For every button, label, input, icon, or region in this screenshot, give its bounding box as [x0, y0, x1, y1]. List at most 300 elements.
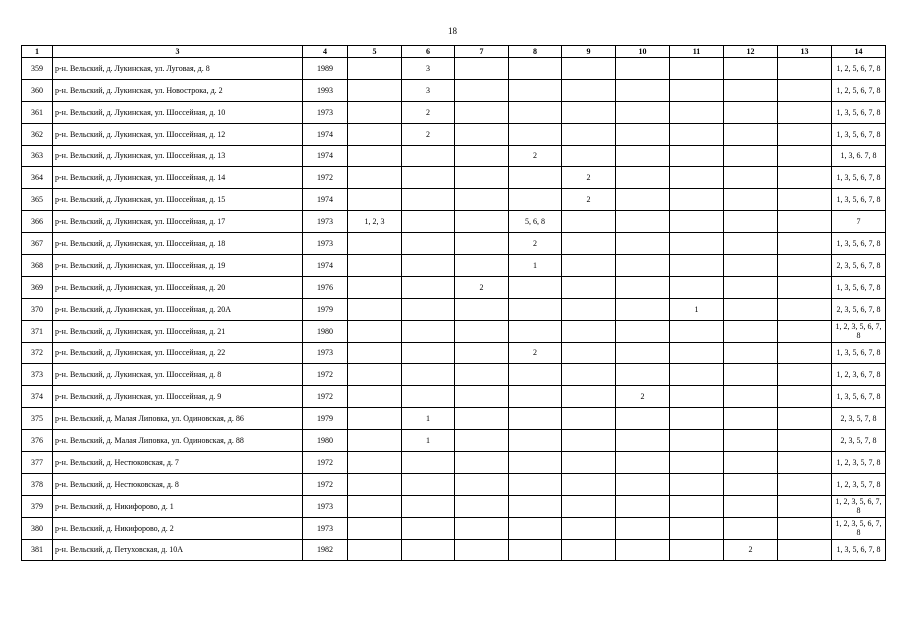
col-14-cell: 2, 3, 5, 6, 7, 8	[832, 298, 886, 320]
col-6-cell	[402, 452, 455, 474]
col-8-cell: 5, 6, 8	[509, 211, 562, 233]
row-number-cell: 374	[22, 386, 53, 408]
column-header: 5	[348, 46, 402, 58]
col-10-cell	[616, 145, 670, 167]
page-number: 18	[448, 26, 457, 36]
col-10-cell	[616, 79, 670, 101]
address-cell: р-н. Вельский, д. Лукинская, ул. Шоссейная, д. 20	[53, 276, 303, 298]
address-cell: р-н. Вельский, д. Лукинская, ул. Шоссейная, д. 13	[53, 145, 303, 167]
col-14-cell: 2, 3, 5, 7, 8	[832, 430, 886, 452]
col-12-cell	[724, 298, 778, 320]
col-7-cell	[455, 167, 509, 189]
row-number-cell: 370	[22, 298, 53, 320]
col-10-cell	[616, 539, 670, 561]
address-cell: р-н. Вельский, д. Лукинская, ул. Шоссейная, д. 22	[53, 342, 303, 364]
col-7-cell	[455, 101, 509, 123]
col-9-cell	[562, 58, 616, 80]
col-12-cell	[724, 189, 778, 211]
year-cell: 1972	[303, 386, 348, 408]
table-row	[22, 211, 886, 233]
row-number-cell: 360	[22, 79, 53, 101]
table-row	[22, 167, 886, 189]
address-cell: р-н. Вельский, д. Лукинская, ул. Шоссейная, д. 21	[53, 320, 303, 342]
col-8-cell	[509, 123, 562, 145]
address-cell: р-н. Вельский, д. Никифорово, д. 1	[53, 495, 303, 517]
row-number-cell: 359	[22, 58, 53, 80]
col-12-cell	[724, 276, 778, 298]
col-13-cell	[778, 539, 832, 561]
col-6-cell	[402, 539, 455, 561]
col-14-cell: 7	[832, 211, 886, 233]
col-11-cell	[670, 386, 724, 408]
col-8-cell	[509, 473, 562, 495]
col-7-cell	[455, 495, 509, 517]
year-cell: 1972	[303, 364, 348, 386]
col-13-cell	[778, 320, 832, 342]
column-header: 11	[670, 46, 724, 58]
col-14-cell: 1, 2, 5, 6, 7, 8	[832, 79, 886, 101]
year-cell: 1989	[303, 58, 348, 80]
col-8-cell	[509, 408, 562, 430]
col-12-cell	[724, 58, 778, 80]
col-6-cell: 2	[402, 101, 455, 123]
col-7-cell	[455, 517, 509, 539]
row-number-cell: 369	[22, 276, 53, 298]
address-cell: р-н. Вельский, д. Лукинская, ул. Шоссейная, д. 20А	[53, 298, 303, 320]
col-7-cell	[455, 255, 509, 277]
col-6-cell	[402, 145, 455, 167]
col-11-cell	[670, 276, 724, 298]
col-5-cell	[348, 79, 402, 101]
col-7-cell	[455, 364, 509, 386]
column-header: 7	[455, 46, 509, 58]
col-12-cell	[724, 211, 778, 233]
table-row	[22, 123, 886, 145]
col-14-cell: 1, 3, 5, 6, 7, 8	[832, 233, 886, 255]
col-11-cell	[670, 364, 724, 386]
col-7-cell	[455, 386, 509, 408]
address-cell: р-н. Вельский, д. Лукинская, ул. Шоссейная, д. 10	[53, 101, 303, 123]
col-12-cell	[724, 386, 778, 408]
col-12-cell	[724, 233, 778, 255]
address-cell: р-н. Вельский, д. Малая Липовка, ул. Одиновская, д. 86	[53, 408, 303, 430]
housing-register-table	[21, 45, 886, 561]
col-6-cell	[402, 473, 455, 495]
col-5-cell	[348, 517, 402, 539]
col-12-cell	[724, 79, 778, 101]
col-6-cell	[402, 517, 455, 539]
col-10-cell	[616, 320, 670, 342]
address-cell: р-н. Вельский, д. Малая Липовка, ул. Одиновская, д. 88	[53, 430, 303, 452]
year-cell: 1980	[303, 430, 348, 452]
col-9-cell	[562, 123, 616, 145]
col-14-cell: 2, 3, 5, 6, 7, 8	[832, 255, 886, 277]
col-9-cell	[562, 342, 616, 364]
col-5-cell	[348, 452, 402, 474]
col-14-cell: 1, 3, 5, 6, 7, 8	[832, 101, 886, 123]
year-cell: 1982	[303, 539, 348, 561]
col-7-cell: 2	[455, 276, 509, 298]
col-14-cell: 1, 2, 3, 5, 6, 7, 8	[832, 517, 886, 539]
col-10-cell	[616, 473, 670, 495]
col-9-cell	[562, 145, 616, 167]
col-5-cell	[348, 342, 402, 364]
col-10-cell	[616, 233, 670, 255]
col-10-cell	[616, 167, 670, 189]
col-10-cell	[616, 189, 670, 211]
row-number-cell: 378	[22, 473, 53, 495]
col-6-cell	[402, 233, 455, 255]
col-9-cell	[562, 233, 616, 255]
table-row	[22, 495, 886, 517]
col-13-cell	[778, 79, 832, 101]
col-6-cell: 3	[402, 79, 455, 101]
year-cell: 1973	[303, 342, 348, 364]
col-7-cell	[455, 298, 509, 320]
col-14-cell: 1, 3, 5, 6, 7, 8	[832, 386, 886, 408]
col-13-cell	[778, 101, 832, 123]
col-14-cell: 1, 2, 3, 5, 7, 8	[832, 452, 886, 474]
address-cell: р-н. Вельский, д. Лукинская, ул. Шоссейная, д. 19	[53, 255, 303, 277]
column-header: 13	[778, 46, 832, 58]
row-number-cell: 363	[22, 145, 53, 167]
col-9-cell	[562, 408, 616, 430]
col-7-cell	[455, 145, 509, 167]
col-7-cell	[455, 452, 509, 474]
col-8-cell	[509, 167, 562, 189]
col-13-cell	[778, 255, 832, 277]
col-11-cell	[670, 233, 724, 255]
col-6-cell	[402, 255, 455, 277]
row-number-cell: 362	[22, 123, 53, 145]
col-8-cell	[509, 539, 562, 561]
col-9-cell	[562, 430, 616, 452]
col-5-cell	[348, 473, 402, 495]
row-number-cell: 375	[22, 408, 53, 430]
col-6-cell	[402, 495, 455, 517]
table-row	[22, 276, 886, 298]
col-12-cell	[724, 452, 778, 474]
col-14-cell: 1, 3, 5, 6, 7, 8	[832, 276, 886, 298]
col-5-cell	[348, 189, 402, 211]
address-cell: р-н. Вельский, д. Лукинская, ул. Шоссейная, д. 8	[53, 364, 303, 386]
col-12-cell	[724, 255, 778, 277]
col-7-cell	[455, 189, 509, 211]
col-11-cell	[670, 189, 724, 211]
col-9-cell	[562, 517, 616, 539]
col-10-cell	[616, 276, 670, 298]
col-10-cell	[616, 123, 670, 145]
column-header: 4	[303, 46, 348, 58]
col-8-cell	[509, 386, 562, 408]
year-cell: 1974	[303, 255, 348, 277]
row-number-cell: 381	[22, 539, 53, 561]
col-6-cell	[402, 211, 455, 233]
col-8-cell: 2	[509, 145, 562, 167]
col-12-cell	[724, 342, 778, 364]
col-5-cell	[348, 495, 402, 517]
col-8-cell	[509, 58, 562, 80]
col-12-cell	[724, 495, 778, 517]
year-cell: 1972	[303, 452, 348, 474]
year-cell: 1972	[303, 473, 348, 495]
column-header: 8	[509, 46, 562, 58]
col-10-cell	[616, 364, 670, 386]
col-5-cell	[348, 167, 402, 189]
col-9-cell	[562, 539, 616, 561]
table-row	[22, 145, 886, 167]
col-6-cell	[402, 364, 455, 386]
col-11-cell	[670, 320, 724, 342]
col-13-cell	[778, 211, 832, 233]
col-11-cell	[670, 408, 724, 430]
row-number-cell: 367	[22, 233, 53, 255]
col-8-cell	[509, 276, 562, 298]
col-5-cell	[348, 430, 402, 452]
col-5-cell	[348, 276, 402, 298]
col-13-cell	[778, 473, 832, 495]
col-8-cell	[509, 430, 562, 452]
col-6-cell	[402, 342, 455, 364]
col-8-cell: 1	[509, 255, 562, 277]
col-13-cell	[778, 408, 832, 430]
table-row	[22, 342, 886, 364]
row-number-cell: 372	[22, 342, 53, 364]
col-11-cell	[670, 430, 724, 452]
col-8-cell	[509, 320, 562, 342]
col-11-cell	[670, 145, 724, 167]
year-cell: 1993	[303, 79, 348, 101]
column-header: 10	[616, 46, 670, 58]
col-11-cell	[670, 123, 724, 145]
row-number-cell: 371	[22, 320, 53, 342]
address-cell: р-н. Вельский, д. Лукинская, ул. Шоссейная, д. 9	[53, 386, 303, 408]
column-header: 12	[724, 46, 778, 58]
col-8-cell: 2	[509, 342, 562, 364]
table-row	[22, 452, 886, 474]
col-10-cell	[616, 430, 670, 452]
year-cell: 1979	[303, 408, 348, 430]
table-row	[22, 517, 886, 539]
col-8-cell	[509, 298, 562, 320]
row-number-cell: 368	[22, 255, 53, 277]
row-number-cell: 361	[22, 101, 53, 123]
col-14-cell: 1, 2, 3, 5, 7, 8	[832, 473, 886, 495]
col-11-cell: 1	[670, 298, 724, 320]
col-13-cell	[778, 276, 832, 298]
col-10-cell	[616, 211, 670, 233]
col-11-cell	[670, 517, 724, 539]
year-cell: 1980	[303, 320, 348, 342]
year-cell: 1974	[303, 189, 348, 211]
table-row	[22, 58, 886, 80]
col-13-cell	[778, 495, 832, 517]
col-13-cell	[778, 58, 832, 80]
col-6-cell: 1	[402, 430, 455, 452]
col-10-cell	[616, 452, 670, 474]
col-14-cell: 1, 2, 5, 6, 7, 8	[832, 58, 886, 80]
row-number-cell: 380	[22, 517, 53, 539]
row-number-cell: 365	[22, 189, 53, 211]
year-cell: 1972	[303, 167, 348, 189]
col-6-cell: 3	[402, 58, 455, 80]
col-11-cell	[670, 539, 724, 561]
col-9-cell	[562, 320, 616, 342]
col-12-cell	[724, 145, 778, 167]
col-9-cell	[562, 298, 616, 320]
col-13-cell	[778, 298, 832, 320]
col-11-cell	[670, 473, 724, 495]
col-13-cell	[778, 145, 832, 167]
col-13-cell	[778, 430, 832, 452]
address-cell: р-н. Вельский, д. Лукинская, ул. Шоссейная, д. 12	[53, 123, 303, 145]
column-header: 6	[402, 46, 455, 58]
col-14-cell: 2, 3, 5, 7, 8	[832, 408, 886, 430]
row-number-cell: 373	[22, 364, 53, 386]
col-9-cell: 2	[562, 167, 616, 189]
year-cell: 1979	[303, 298, 348, 320]
address-cell: р-н. Вельский, д. Нестюковская, д. 7	[53, 452, 303, 474]
address-cell: р-н. Вельский, д. Никифорово, д. 2	[53, 517, 303, 539]
col-5-cell	[348, 298, 402, 320]
col-5-cell	[348, 101, 402, 123]
col-10-cell	[616, 298, 670, 320]
col-5-cell	[348, 386, 402, 408]
col-5-cell	[348, 539, 402, 561]
col-13-cell	[778, 189, 832, 211]
col-11-cell	[670, 79, 724, 101]
col-13-cell	[778, 364, 832, 386]
col-10-cell	[616, 408, 670, 430]
col-13-cell	[778, 342, 832, 364]
col-9-cell	[562, 452, 616, 474]
col-7-cell	[455, 58, 509, 80]
table-row	[22, 79, 886, 101]
table-row	[22, 473, 886, 495]
address-cell: р-н. Вельский, д. Петуховская, д. 10А	[53, 539, 303, 561]
col-11-cell	[670, 452, 724, 474]
col-6-cell	[402, 167, 455, 189]
column-header: 1	[22, 46, 53, 58]
col-5-cell	[348, 123, 402, 145]
address-cell: р-н. Вельский, д. Нестюковская, д. 8	[53, 473, 303, 495]
table-body	[22, 58, 886, 561]
col-13-cell	[778, 123, 832, 145]
col-6-cell	[402, 320, 455, 342]
column-header: 14	[832, 46, 886, 58]
col-12-cell	[724, 473, 778, 495]
col-8-cell	[509, 495, 562, 517]
col-13-cell	[778, 386, 832, 408]
table-row	[22, 430, 886, 452]
col-6-cell	[402, 386, 455, 408]
col-10-cell	[616, 495, 670, 517]
col-7-cell	[455, 430, 509, 452]
row-number-cell: 379	[22, 495, 53, 517]
col-11-cell	[670, 167, 724, 189]
year-cell: 1974	[303, 123, 348, 145]
col-9-cell	[562, 101, 616, 123]
col-14-cell: 1, 3, 5, 6, 7, 8	[832, 123, 886, 145]
col-11-cell	[670, 342, 724, 364]
col-12-cell	[724, 101, 778, 123]
address-cell: р-н. Вельский, д. Лукинская, ул. Шоссейная, д. 15	[53, 189, 303, 211]
col-7-cell	[455, 473, 509, 495]
col-14-cell: 1, 2, 3, 6, 7, 8	[832, 364, 886, 386]
col-6-cell	[402, 276, 455, 298]
year-cell: 1973	[303, 101, 348, 123]
year-cell: 1973	[303, 211, 348, 233]
col-9-cell	[562, 495, 616, 517]
col-9-cell	[562, 79, 616, 101]
col-6-cell: 1	[402, 408, 455, 430]
column-header: 3	[53, 46, 303, 58]
col-14-cell: 1, 2, 3, 5, 6, 7, 8	[832, 495, 886, 517]
row-number-cell: 364	[22, 167, 53, 189]
col-8-cell	[509, 79, 562, 101]
address-cell: р-н. Вельский, д. Лукинская, ул. Шоссейная, д. 18	[53, 233, 303, 255]
col-14-cell: 1, 3, 5, 6, 7, 8	[832, 167, 886, 189]
col-5-cell	[348, 320, 402, 342]
col-14-cell: 1, 3, 5, 6, 7, 8	[832, 189, 886, 211]
address-cell: р-н. Вельский, д. Лукинская, ул. Новострока, д. 2	[53, 79, 303, 101]
col-5-cell	[348, 364, 402, 386]
year-cell: 1976	[303, 276, 348, 298]
row-number-cell: 377	[22, 452, 53, 474]
table-row	[22, 539, 886, 561]
col-5-cell: 1, 2, 3	[348, 211, 402, 233]
col-7-cell	[455, 211, 509, 233]
column-header: 9	[562, 46, 616, 58]
col-9-cell	[562, 211, 616, 233]
table-row	[22, 386, 886, 408]
row-number-cell: 366	[22, 211, 53, 233]
year-cell: 1974	[303, 145, 348, 167]
address-cell: р-н. Вельский, д. Лукинская, ул. Шоссейная, д. 14	[53, 167, 303, 189]
col-6-cell	[402, 189, 455, 211]
col-9-cell	[562, 473, 616, 495]
col-12-cell	[724, 167, 778, 189]
table-row	[22, 320, 886, 342]
year-cell: 1973	[303, 495, 348, 517]
col-7-cell	[455, 408, 509, 430]
col-10-cell	[616, 517, 670, 539]
col-12-cell	[724, 430, 778, 452]
col-12-cell	[724, 364, 778, 386]
col-12-cell	[724, 517, 778, 539]
col-8-cell	[509, 364, 562, 386]
row-number-cell: 376	[22, 430, 53, 452]
col-8-cell	[509, 517, 562, 539]
year-cell: 1973	[303, 517, 348, 539]
table-row	[22, 101, 886, 123]
table-row	[22, 408, 886, 430]
table-row	[22, 255, 886, 277]
table-row	[22, 364, 886, 386]
col-12-cell: 2	[724, 539, 778, 561]
col-13-cell	[778, 233, 832, 255]
col-10-cell	[616, 101, 670, 123]
col-14-cell: 1, 3, 6. 7, 8	[832, 145, 886, 167]
col-7-cell	[455, 123, 509, 145]
col-8-cell: 2	[509, 233, 562, 255]
col-14-cell: 1, 2, 3, 5, 6, 7, 8	[832, 320, 886, 342]
address-cell: р-н. Вельский, д. Лукинская, ул. Шоссейная, д. 17	[53, 211, 303, 233]
col-10-cell	[616, 255, 670, 277]
col-8-cell	[509, 452, 562, 474]
col-5-cell	[348, 255, 402, 277]
col-5-cell	[348, 233, 402, 255]
